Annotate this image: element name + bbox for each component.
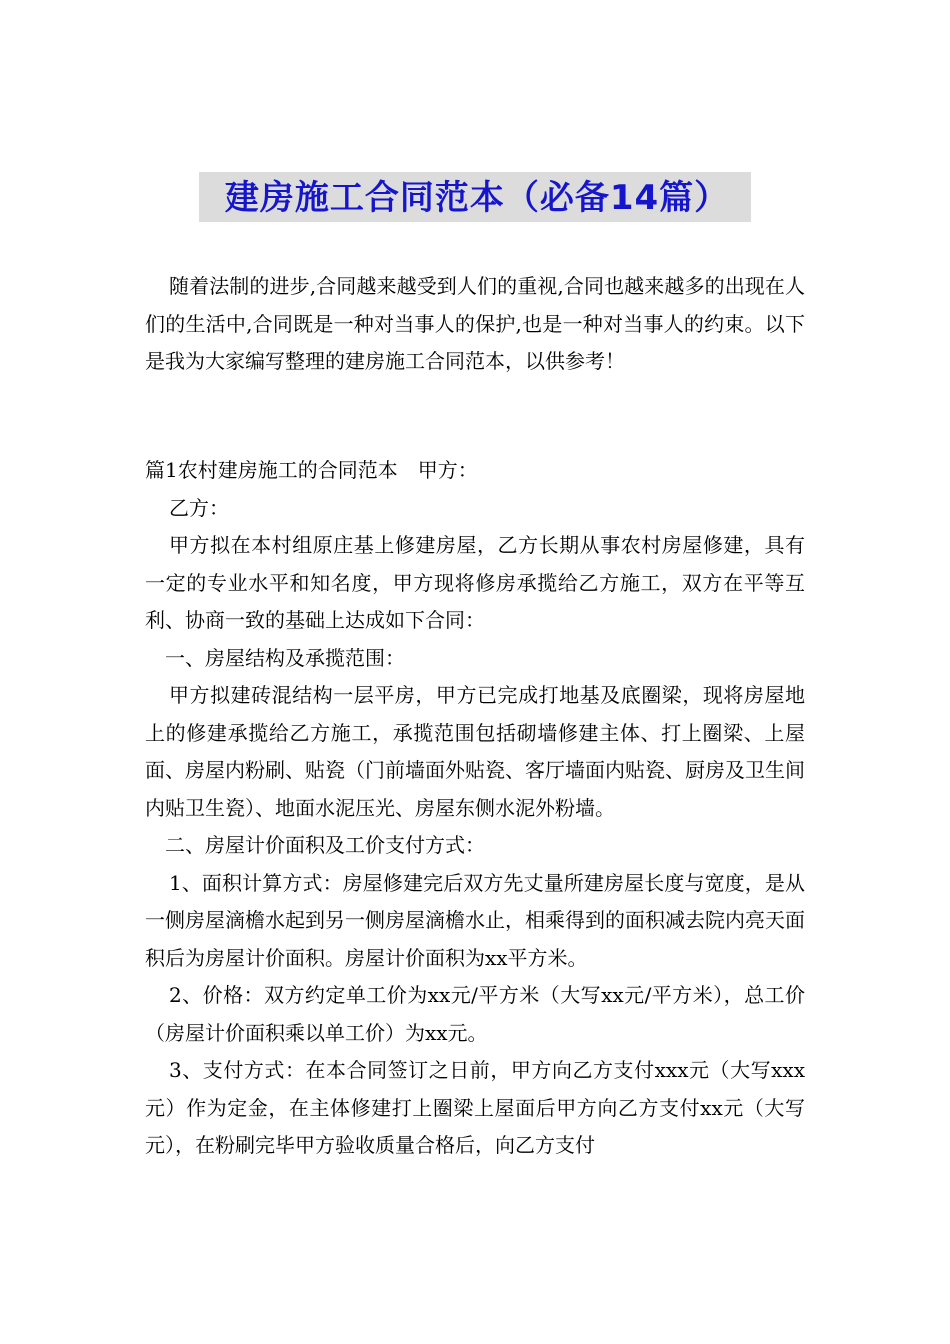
contract-preamble: 甲方拟在本村组原庄基上修建房屋，乙方长期从事农村房屋修建，具有一定的专业水平和知名度，甲方现将修房承揽给乙方施工，双方在平等互利、协商一致的基础上达成如下合同： (145, 533, 805, 632)
clause-heading-1: 一、房屋结构及承揽范围： (165, 645, 405, 670)
party-b-line: 乙方： (169, 495, 229, 520)
clause-heading-2: 二、房屋计价面积及工价支付方式： (165, 833, 485, 857)
intro-section (145, 268, 805, 381)
clause-2-item-1: 1、面积计算方式：房屋修建完后双方先丈量所建房屋长度与宽度，是从一侧房屋滴檐水起到另一侧房屋滴檐水止，相乘得到的面积减去院内亮天面积后为房屋计价面积。房屋计价面积为xx平方米。 (145, 870, 805, 970)
intro-paragraph: 随着法制的进步,合同越来越受到人们的重视,合同也越来越多的出现在人们的生活中,合同既是一种对当事人的保护,也是一种对当事人的约束。以下是我为大家编写整理的建房施工合同范本，以供参考！ (145, 274, 805, 373)
section-heading-party-a: 篇1农村建房施工的合同范本 甲方： (145, 458, 478, 482)
clause-1-text: 甲方拟建砖混结构一层平房，甲方已完成打地基及底圈梁，现将房屋地上的修建承揽给乙方施工，承揽范围包括砌墙修建主体、打上圈梁、上屋面、房屋内粉刷、贴瓷（门前墙面外贴瓷、客厅墙面内贴瓷、厨房及卫生间内贴卫生瓷）、地面水泥压光、房屋东侧水泥外粉墙。 (145, 683, 805, 820)
clause-2-item-2: 2、价格：双方约定单工价为xx元/平方米（大写xx元/平方米），总工价（房屋计价面积乘以单工价）为xx元。 (145, 983, 805, 1045)
clause-2-item-3: 3、支付方式：在本合同签订之日前，甲方向乙方支付xxx元（大写xxx元）作为定金，在主体修建打上圈梁上屋面后甲方向乙方支付xx元（大写元），在粉刷完毕甲方验收质量合格后，向乙方支付 (145, 1058, 805, 1157)
document-title: 建房施工合同范本（必备14篇） (199, 172, 751, 222)
contract-body (145, 452, 805, 1165)
title-container (0, 172, 950, 222)
